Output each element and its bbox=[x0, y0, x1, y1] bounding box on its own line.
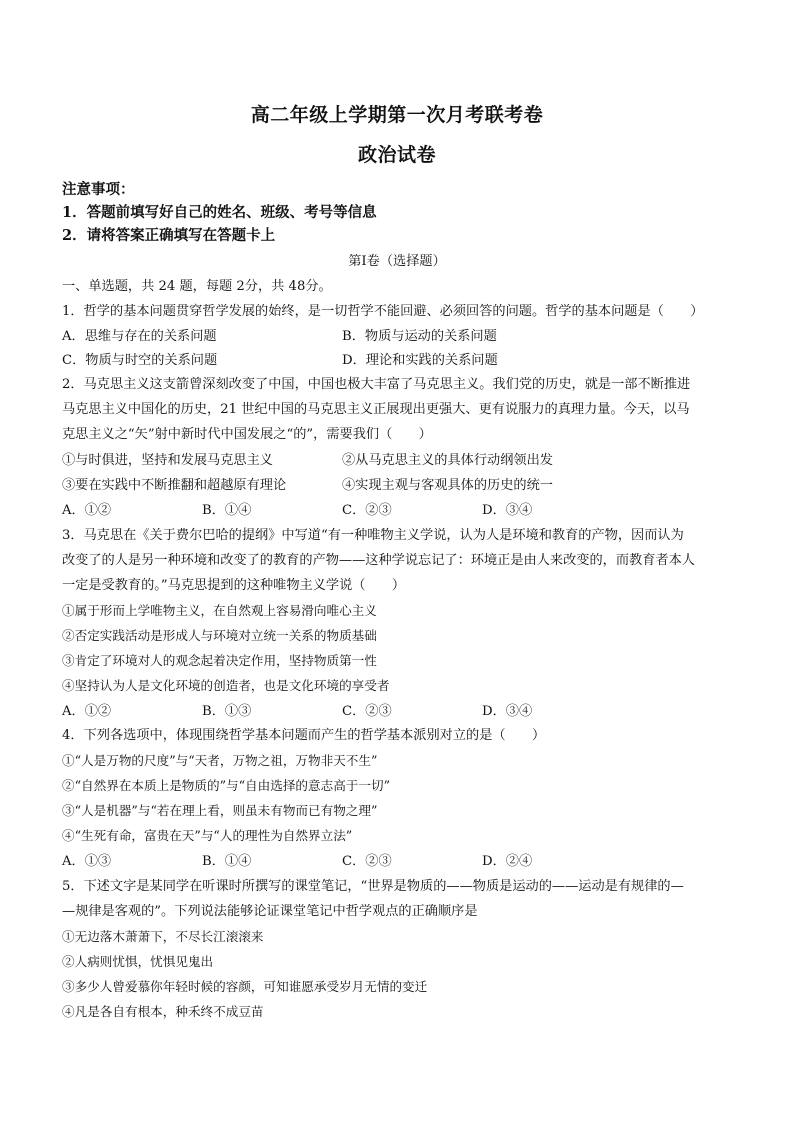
exam-title: 高二年级上学期第一次月考联考卷 bbox=[250, 104, 544, 126]
q1-stem: 1．哲学的基本问题贯穿哲学发展的始终，是一切哲学不能回避、必须回答的问题。哲学的基本问题是（ ） bbox=[62, 304, 704, 319]
q4-option-d: D．②④ bbox=[482, 854, 533, 869]
notice-item-1: 1．答题前填写好自己的姓名、班级、考号等信息 bbox=[62, 204, 377, 221]
q4-item-3: ③“人是机器”与“若在理上看，则虽未有物而已有物之理” bbox=[62, 803, 378, 818]
q4-item-1: ①“人是万物的尺度”与“天者，万物之祖，万物非天不生” bbox=[62, 753, 378, 768]
q4-option-b: B．①④ bbox=[202, 854, 252, 869]
q4-option-c: C．②③ bbox=[342, 854, 392, 869]
q2-option-d: D．③④ bbox=[482, 503, 533, 518]
q2-option-c: C．②③ bbox=[342, 503, 392, 518]
q4-item-2: ②“自然界在本质上是物质的”与“自由选择的意志高于一切” bbox=[62, 778, 391, 793]
q5-item-1: ①无边落木萧萧下，不尽长江滚滚来 bbox=[62, 929, 264, 944]
q3-option-a: A．①② bbox=[62, 704, 112, 719]
q2-option-a: A．①② bbox=[62, 503, 112, 518]
q5-item-2: ②人病则忧惧，忧惧见鬼出 bbox=[62, 954, 214, 969]
q5-stem-line-2: —规律是客观的”。下列说法能够论证课堂笔记中哲学观点的正确顺序是 bbox=[62, 904, 478, 919]
q4-stem: 4．下列各选项中，体现围绕哲学基本问题而产生的哲学基本派别对立的是（ ） bbox=[62, 728, 546, 743]
section-title: 第I卷（选择题） bbox=[348, 254, 446, 269]
q2-item-3: ③要在实践中不断推翻和超越原有理论 bbox=[62, 478, 287, 493]
q5-item-4: ④凡是各自有根本，种禾终不成豆苗 bbox=[62, 1004, 264, 1019]
q1-option-b: B．物质与运动的关系问题 bbox=[342, 329, 497, 344]
q2-item-1: ①与时俱进，坚持和发展马克思主义 bbox=[62, 453, 273, 468]
q3-stem-line-1: 3．马克思在《关于费尔巴哈的提纲》中写道“有一种唯物主义学说，认为人是环境和教育的产物，因而认为 bbox=[62, 528, 684, 543]
q3-item-1: ①属于形而上学唯物主义，在自然观上容易滑向唯心主义 bbox=[62, 603, 377, 618]
q2-stem-line-1: 2．马克思主义这支箭曾深刻改变了中国，中国也极大丰富了马克思主义。我们党的历史，就是一部不断推进 bbox=[62, 377, 691, 392]
q3-item-2: ②否定实践活动是形成人与环境对立统一关系的物质基础 bbox=[62, 628, 377, 643]
q2-option-b: B．①④ bbox=[202, 503, 252, 518]
q3-stem-line-3: 一定是受教育的。”马克思提到的这种唯物主义学说（ ） bbox=[62, 578, 406, 593]
q2-stem-line-3: 克思主义之“矢”射中新时代中国发展之“的”，需要我们（ ） bbox=[62, 427, 432, 442]
q3-option-d: D．③④ bbox=[482, 704, 533, 719]
notice-item-2: 2．请将答案正确填写在答题卡上 bbox=[62, 227, 276, 244]
notice-heading: 注意事项： bbox=[62, 181, 135, 198]
q1-option-c: C．物质与时空的关系问题 bbox=[62, 353, 218, 368]
q5-stem-line-1: 5．下述文字是某同学在听课时所撰写的课堂笔记，“世界是物质的——物质是运动的——运动是有规律的— bbox=[62, 879, 684, 894]
q2-item-2: ②从马克思主义的具体行动纲领出发 bbox=[342, 453, 553, 468]
exam-subject: 政治试卷 bbox=[357, 144, 436, 166]
q4-option-a: A．①③ bbox=[62, 854, 112, 869]
q2-item-4: ④实现主观与客观具体的历史的统一 bbox=[342, 478, 553, 493]
section-instruction: 一、单选题，共 24 题，每题 2分，共 48分。 bbox=[62, 279, 332, 294]
q4-item-4: ④“生死有命，富贵在天”与“人的理性为自然界立法” bbox=[62, 828, 353, 843]
q3-item-4: ④坚持认为人是文化环境的创造者，也是文化环境的享受者 bbox=[62, 678, 390, 693]
q5-item-3: ③多少人曾爱慕你年轻时候的容颜，可知谁愿承受岁月无情的变迁 bbox=[62, 979, 428, 994]
q1-option-a: A．思维与存在的关系问题 bbox=[62, 329, 217, 344]
q3-option-c: C．②③ bbox=[342, 704, 392, 719]
q1-option-d: D．理论和实践的关系问题 bbox=[342, 353, 498, 368]
q3-item-3: ③肯定了环境对人的观念起着决定作用，坚持物质第一性 bbox=[62, 653, 377, 668]
q3-stem-line-2: 改变了的人是另一种环境和改变了的教育的产物——这种学说忘记了：环境正是由人来改变的，而教育者本人 bbox=[62, 553, 695, 568]
q2-stem-line-2: 马克思主义中国化的历史，21 世纪中国的马克思主义正展现出更强大、更有说服力的真理力量。今天，以马 bbox=[62, 402, 690, 417]
q3-option-b: B．①③ bbox=[202, 704, 252, 719]
